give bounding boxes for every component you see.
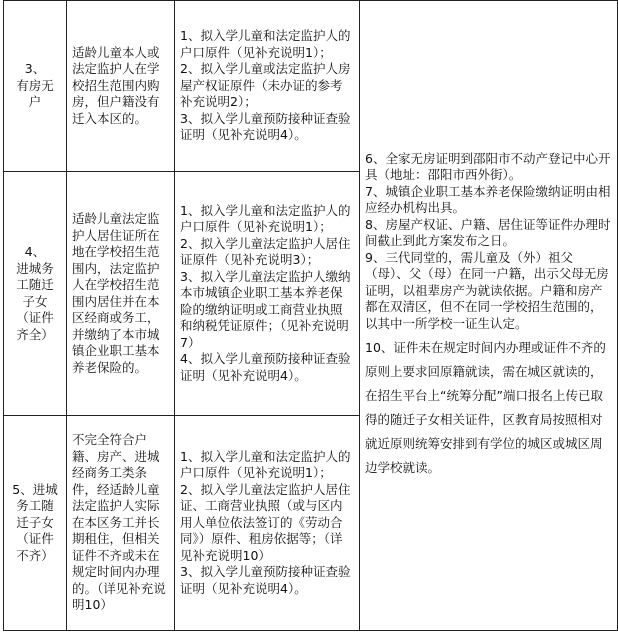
material-item: 2、拟入学儿童法定监护人居住证原件（见补充说明3）；	[180, 235, 351, 268]
category-line: （证件	[16, 310, 54, 325]
category-line: 5、进城	[12, 481, 58, 497]
material-item: 1、拟入学儿童和法定监护人的户口原件（见补充说明1）；	[180, 28, 351, 60]
condition-cell: 适龄儿童法定监护人居住证所在地在学校招生范围内，法定监护人在学校招生范围内居住并在本区经商或务工，并缴纳了本市城镇企业职工基本养老保险的。	[67, 172, 175, 416]
note-item: 7、城镇企业职工基本养老保险缴纳证明由相应经办机构出具。	[365, 183, 611, 216]
category-line: 3、	[24, 61, 46, 77]
note-item: 8、房屋产权证、户籍、居住证等证件办理时间截止到此方案发布之日。	[365, 216, 611, 249]
category-line: 户	[28, 94, 42, 110]
category-line: 有房无	[16, 77, 54, 93]
category-line: （证件	[16, 531, 54, 547]
supplementary-notes-cell	[360, 1, 618, 631]
material-item: 2、拟入学儿童或法定监护人房屋产权证原件（未办证的参考补充说明2）；	[180, 61, 351, 110]
category-line: 进城务	[16, 260, 54, 276]
materials-cell	[175, 416, 360, 631]
category-cell	[4, 416, 67, 631]
category-line: 务工随	[16, 498, 54, 514]
category-line: 齐全）	[16, 326, 54, 342]
material-item: 4、拟入学儿童预防接种证查验证明（见补充说明4）。	[180, 351, 351, 383]
materials-cell	[175, 1, 360, 172]
note-item: 10、证件未在规定时间内办理或证件不齐的原则上要求回原籍就读，需在城区就读的，在招生平台上“统筹分配”端口报名上传已取得的随迁子女相关证件，区教育局按照相对就近原则统筹安排到有学位的城区或城区周边学校就读。	[365, 340, 606, 476]
condition-cell: 适龄儿童本人或法定监护人在学校招生范围内购房，但户籍没有迁入本区的。	[67, 1, 175, 172]
material-item: 2、拟入学儿童法定监护人居住证、工商营业执照（或与区内用人单位依法签订的《劳动合同》）原件、租房依据等；（详见补充说明10）	[180, 481, 351, 563]
category-line: 子女	[22, 293, 48, 309]
category-line: 迁子女	[16, 514, 54, 530]
material-item: 3、拟入学儿童预防接种证查验证明（见补充说明4）。	[180, 564, 351, 596]
materials-cell	[175, 172, 360, 416]
condition-cell: 不完全符合户籍、房产、进城经商务工类条件，经适龄儿童法定监护人实际在本区务工并长期租住，但相关证件不齐或未在规定时间内办理的。（详见补充说明10）	[67, 416, 175, 631]
category-cell	[4, 1, 67, 172]
material-item: 3、拟入学儿童法定监护人缴纳本市城镇企业职工基本养老保险的缴纳证明或工商营业执照和纳税凭证原件；（见补充说明7）	[180, 268, 351, 350]
category-line: 4、	[24, 244, 46, 259]
category-line: 不齐）	[16, 547, 54, 563]
note-item: 6、全家无房证明到邵阳市不动产登记中心开具（地址：邵阳市西外街）。	[365, 150, 611, 183]
material-item: 3、拟入学儿童预防接种证查验证明（见补充说明4）。	[180, 110, 351, 143]
category-cell	[4, 172, 67, 416]
enrollment-requirements-table	[3, 0, 618, 631]
table-row	[4, 1, 618, 172]
note-item: 9、三代同堂的，需儿童及（外）祖父（母）、父（母）在同一户籍，出示父母无房证明，以祖辈房产为就读依据。户籍和房产都在双清区，但不在同一学校招生范围的，以其中一所学校一证生认定。	[365, 249, 609, 331]
category-line: 工随迁	[16, 277, 54, 292]
material-item: 1、拟入学儿童和法定监护人的户口原件（见补充说明1）；	[180, 202, 351, 235]
material-item: 1、拟入学儿童和法定监护人的户口原件（见补充说明1）；	[180, 448, 351, 481]
